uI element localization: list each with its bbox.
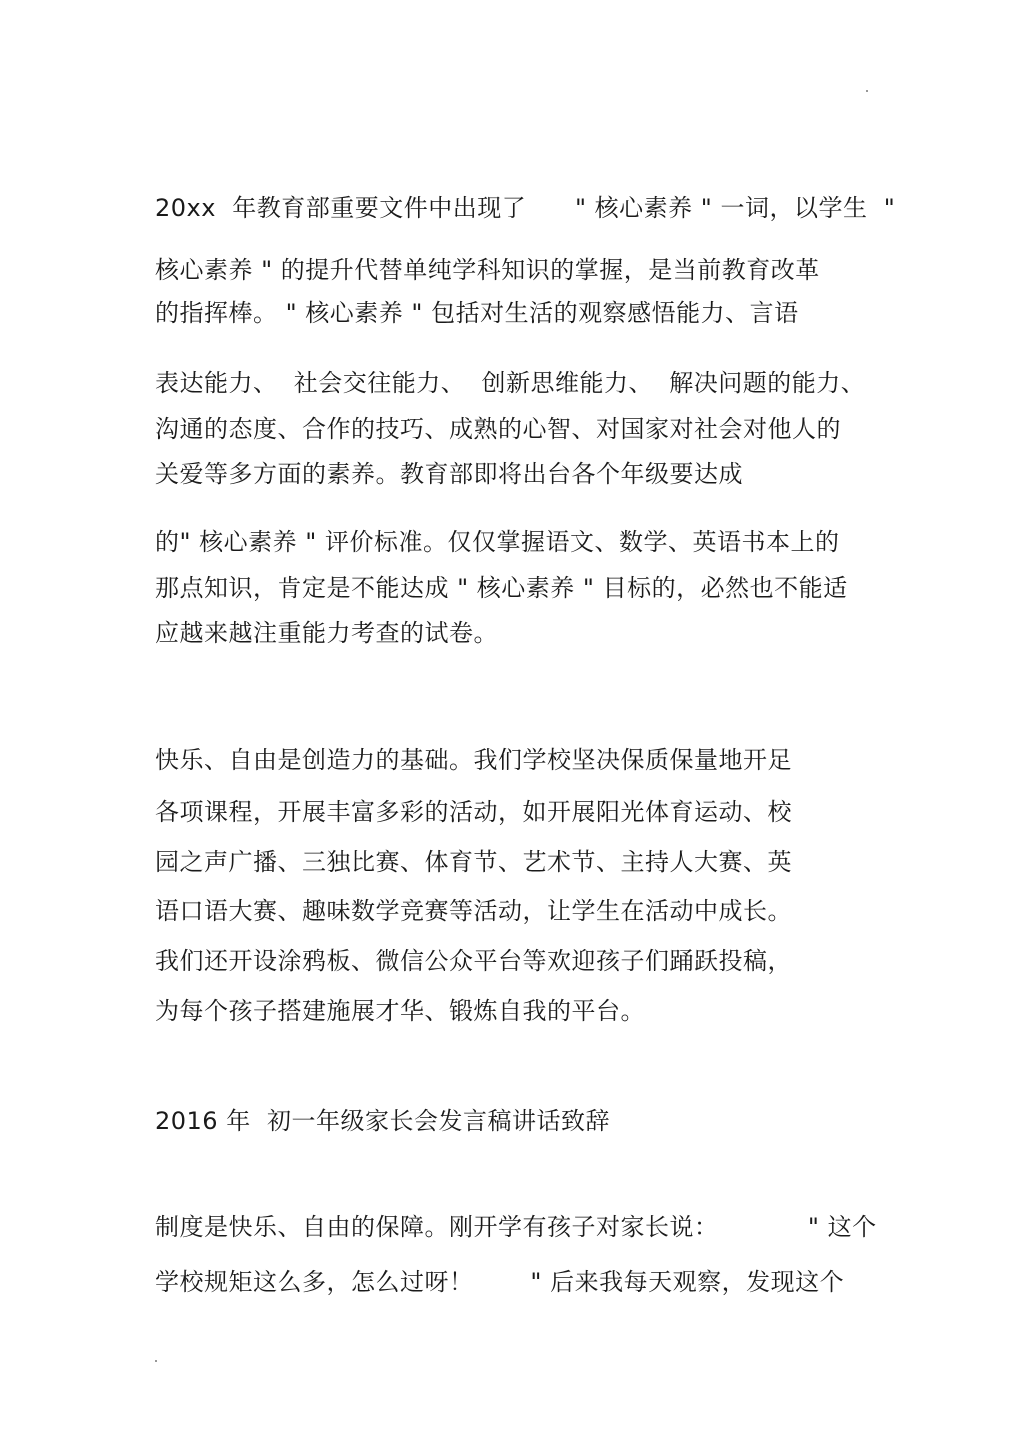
paragraph-5-line-5: 我们还开设涂鸦板、微信公众平台等欢迎孩子们踊跃投稿，	[155, 947, 792, 975]
paragraph-4-line-2: 那点知识，肯定是不能达成 " 核心素养 " 目标的，必然也不能适	[155, 574, 848, 602]
paragraph-4-line-1: 的" 核心素养 " 评价标准。仅仅掌握语文、数学、英语书本上的	[155, 528, 840, 556]
paragraph-3-line-1: 表达能力、 社会交往能力、 创新思维能力、 解决问题的能力、	[155, 369, 866, 397]
paragraph-2-line-2: 的指挥棒。 " 核心素养 " 包括对生活的观察感悟能力、言语	[155, 299, 799, 327]
paragraph-4-line-3: 应越来越注重能力考查的试卷。	[155, 619, 498, 647]
paragraph-5-line-1: 快乐、自由是创造力的基础。我们学校坚决保质保量地开足	[155, 746, 792, 774]
paragraph-3-line-3: 关爱等多方面的素养。教育部即将出台各个年级要达成	[155, 460, 743, 488]
paragraph-1-line-1: 20xx 年教育部重要文件中出现了 " 核心素养 " 一词，以学生 "	[155, 194, 896, 222]
page-corner-mark-top	[866, 90, 868, 92]
paragraph-5-line-2: 各项课程，开展丰富多彩的活动，如开展阳光体育运动、校	[155, 798, 792, 826]
paragraph-2-line-1: 核心素养 " 的提升代替单纯学科知识的掌握，是当前教育改革	[155, 256, 820, 284]
page-corner-mark-bottom	[155, 1360, 157, 1362]
paragraph-5-line-6: 为每个孩子搭建施展才华、锻炼自我的平台。	[155, 997, 645, 1025]
paragraph-5-line-3: 园之声广播、三独比赛、体育节、艺术节、主持人大赛、英	[155, 848, 792, 876]
paragraph-7-line-1: 制度是快乐、自由的保障。刚开学有孩子对家长说： " 这个	[155, 1213, 877, 1241]
heading-line: 2016 年 初一年级家长会发言稿讲话致辞	[155, 1107, 610, 1135]
paragraph-3-line-2: 沟通的态度、合作的技巧、成熟的心智、对国家对社会对他人的	[155, 415, 841, 443]
paragraph-5-line-4: 语口语大赛、趣味数学竞赛等活动，让学生在活动中成长。	[155, 897, 792, 925]
paragraph-7-line-2: 学校规矩这么多，怎么过呀！ " 后来我每天观察，发现这个	[155, 1268, 845, 1296]
